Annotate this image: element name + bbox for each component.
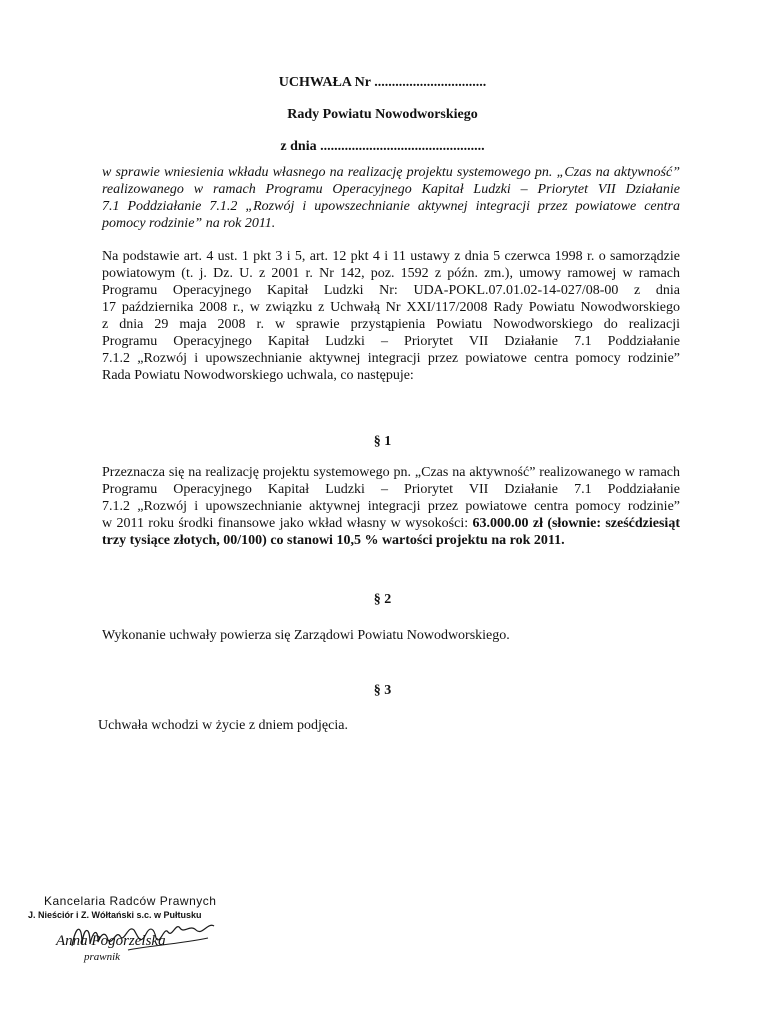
legal-line: z dnia 29 maja 2008 r. w sprawie przystąpienia Powiatu Nowodworskiego do realizacji — [102, 317, 680, 332]
section-1-line: Przeznacza się na realizację projektu systemowego pn. „Czas na aktywność” realizowanego w ramach — [102, 465, 680, 480]
stamp-office: Kancelaria Radców Prawnych — [44, 894, 217, 908]
council-name: Rady Powiatu Nowodworskiego — [287, 107, 478, 122]
subject-line: pomocy rodzinie” na rok 2011. — [102, 216, 276, 231]
subject-line: 7.1 Poddziałanie 7.1.2 „Rozwój i upowszechnianie aktywnej integracji przez powiatowe centra — [102, 199, 680, 214]
legal-line: 7.1.2 „Rozwój i upowszechnianie aktywnej integracji przez powiatowe centra pomocy rodzinie” — [102, 351, 680, 366]
section-1-line: 7.1.2 „Rozwój i upowszechnianie aktywnej integracji przez powiatowe centra pomocy rodzinie” — [102, 499, 680, 514]
stamp-role: prawnik — [84, 951, 121, 963]
stamp-name: Anna Pogorzelska — [56, 933, 166, 949]
section-1-line — [102, 532, 680, 549]
section-1-line — [102, 515, 680, 532]
legal-line: Rada Powiatu Nowodworskiego uchwala, co następuje: — [102, 368, 414, 383]
section-3-heading: § 3 — [373, 683, 392, 698]
legal-line: Na podstawie art. 4 ust. 1 pkt 3 i 5, art. 12 pkt 4 i 11 ustawy z dnia 5 czerwca 1998 r. o samorządzie — [102, 249, 680, 264]
section-1-body — [102, 464, 680, 549]
page-title: UCHWAŁA Nr ................................ — [278, 75, 487, 90]
legal-line: Programu Operacyjnego Kapitał Ludzki Nr: UDA-POKL.07.01.02-14-027/08-00 z dnia — [102, 283, 680, 298]
law-office-stamp — [28, 888, 228, 998]
stamp-partners: J. Nieściór i Z. Wółtański s.c. w Pułtusku — [28, 910, 202, 920]
section-2-body: Wykonanie uchwały powierza się Zarządowi Powiatu Nowodworskiego. — [102, 628, 510, 643]
section-1-heading: § 1 — [373, 434, 392, 449]
section-2-heading: § 2 — [373, 592, 392, 607]
subject-line: realizowanego w ramach Programu Operacyjnego Kapitał Ludzki – Priorytet VII Działanie — [102, 182, 680, 197]
subject-block — [102, 164, 680, 232]
amount-value: 63.000.00 zł (słownie: sześćdziesiąt — [472, 516, 680, 531]
amount-intro: w 2011 roku środki finansowe jako wkład własny w wysokości: — [102, 516, 473, 531]
date-line: z dnia ............................................... — [280, 139, 485, 154]
subject-line: w sprawie wniesienia wkładu własnego na realizację projektu systemowego pn. „Czas na aktywność” — [102, 165, 680, 180]
section-3-body: Uchwała wchodzi w życie z dniem podjęcia. — [98, 718, 348, 733]
amount-words: trzy tysiące złotych, 00/100) co stanowi 10,5 % wartości projektu na rok 2011. — [102, 533, 565, 548]
legal-basis-block — [102, 248, 680, 384]
legal-line: 17 października 2008 r., w związku z Uchwałą Nr XXI/117/2008 Rady Powiatu Nowodworskiego — [102, 300, 680, 315]
legal-line: Programu Operacyjnego Kapitał Ludzki – Priorytet VII Działanie 7.1 Poddziałanie — [102, 334, 680, 349]
legal-line: powiatowym (t. j. Dz. U. z 2001 r. Nr 142, poz. 1592 z późn. zm.), umowy ramowej w ramach — [102, 266, 680, 281]
section-1-line: Programu Operacyjnego Kapitał Ludzki – Priorytet VII Działanie 7.1 Poddziałanie — [102, 482, 680, 497]
